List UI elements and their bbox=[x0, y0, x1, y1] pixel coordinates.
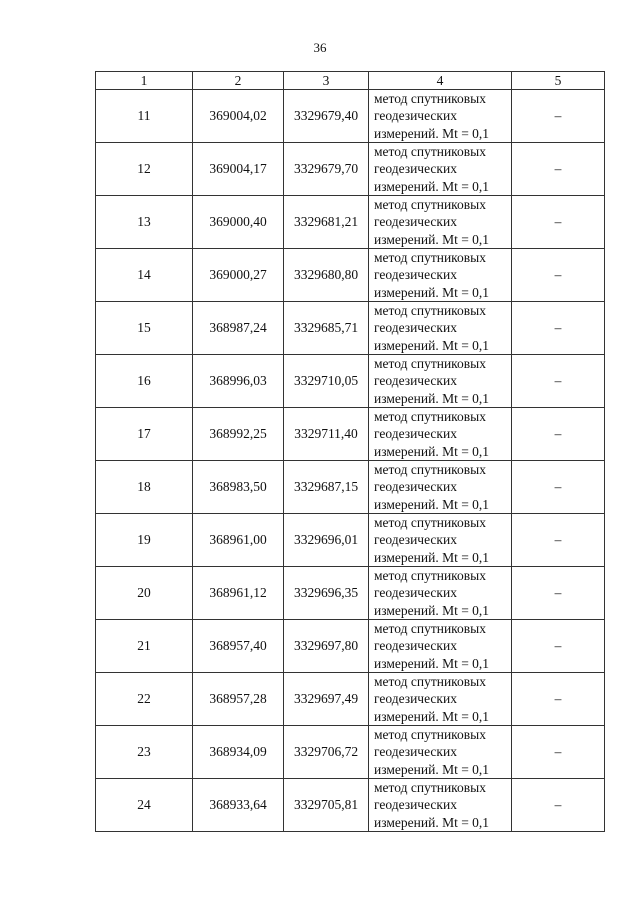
table-row bbox=[96, 143, 605, 196]
method-line-2: геодезических bbox=[374, 108, 457, 124]
method-line-2: геодезических bbox=[374, 691, 457, 707]
method-line-2: геодезических bbox=[374, 638, 457, 654]
table-row bbox=[96, 355, 605, 408]
point-number-cell: 17 bbox=[96, 408, 193, 461]
x-coordinate-cell: 369004,02 bbox=[193, 90, 284, 143]
method-line-3: измерений. Mt = 0,1 bbox=[374, 814, 490, 830]
note-cell: – bbox=[512, 461, 605, 514]
point-number-cell: 15 bbox=[96, 302, 193, 355]
method-cell bbox=[369, 726, 512, 779]
y-coordinate-cell: 3329705,81 bbox=[284, 779, 369, 832]
x-coordinate-cell: 368996,03 bbox=[193, 355, 284, 408]
note-cell: – bbox=[512, 408, 605, 461]
method-line-2: геодезических bbox=[374, 585, 457, 601]
note-cell: – bbox=[512, 355, 605, 408]
method-line-3: измерений. Mt = 0,1 bbox=[374, 178, 490, 194]
y-coordinate-cell: 3329681,21 bbox=[284, 196, 369, 249]
table-row bbox=[96, 620, 605, 673]
method-line-1: метод спутниковых bbox=[374, 515, 486, 531]
x-coordinate-cell: 368957,40 bbox=[193, 620, 284, 673]
method-cell bbox=[369, 461, 512, 514]
y-coordinate-cell: 3329696,35 bbox=[284, 567, 369, 620]
x-coordinate-cell: 368983,50 bbox=[193, 461, 284, 514]
method-line-1: метод спутниковых bbox=[374, 356, 486, 372]
column-header-3: 3 bbox=[284, 72, 369, 90]
table-row bbox=[96, 302, 605, 355]
column-header-1: 1 bbox=[96, 72, 193, 90]
method-line-3: измерений. Mt = 0,1 bbox=[374, 443, 490, 459]
note-cell: – bbox=[512, 726, 605, 779]
table-row bbox=[96, 514, 605, 567]
x-coordinate-cell: 368992,25 bbox=[193, 408, 284, 461]
method-line-2: геодезических bbox=[374, 214, 457, 230]
method-line-1: метод спутниковых bbox=[374, 568, 486, 584]
point-number-cell: 23 bbox=[96, 726, 193, 779]
point-number-cell: 22 bbox=[96, 673, 193, 726]
point-number-cell: 12 bbox=[96, 143, 193, 196]
method-cell bbox=[369, 196, 512, 249]
method-cell bbox=[369, 673, 512, 726]
point-number-cell: 14 bbox=[96, 249, 193, 302]
x-coordinate-cell: 368987,24 bbox=[193, 302, 284, 355]
method-line-3: измерений. Mt = 0,1 bbox=[374, 390, 490, 406]
point-number-cell: 21 bbox=[96, 620, 193, 673]
method-cell bbox=[369, 514, 512, 567]
method-line-3: измерений. Mt = 0,1 bbox=[374, 549, 490, 565]
method-line-2: геодезических bbox=[374, 744, 457, 760]
method-line-1: метод спутниковых bbox=[374, 621, 486, 637]
table-row bbox=[96, 461, 605, 514]
y-coordinate-cell: 3329685,71 bbox=[284, 302, 369, 355]
point-number-cell: 13 bbox=[96, 196, 193, 249]
y-coordinate-cell: 3329680,80 bbox=[284, 249, 369, 302]
point-number-cell: 18 bbox=[96, 461, 193, 514]
method-cell bbox=[369, 90, 512, 143]
y-coordinate-cell: 3329697,80 bbox=[284, 620, 369, 673]
method-line-1: метод спутниковых bbox=[374, 144, 486, 160]
note-cell: – bbox=[512, 249, 605, 302]
table-row bbox=[96, 196, 605, 249]
method-line-1: метод спутниковых bbox=[374, 674, 486, 690]
table-row bbox=[96, 249, 605, 302]
x-coordinate-cell: 368961,00 bbox=[193, 514, 284, 567]
method-line-1: метод спутниковых bbox=[374, 250, 486, 266]
method-line-2: геодезических bbox=[374, 267, 457, 283]
method-cell bbox=[369, 302, 512, 355]
method-line-3: измерений. Mt = 0,1 bbox=[374, 125, 490, 141]
method-cell bbox=[369, 620, 512, 673]
method-line-3: измерений. Mt = 0,1 bbox=[374, 337, 490, 353]
table-header-row bbox=[96, 72, 605, 90]
column-header-2: 2 bbox=[193, 72, 284, 90]
note-cell: – bbox=[512, 567, 605, 620]
y-coordinate-cell: 3329697,49 bbox=[284, 673, 369, 726]
note-cell: – bbox=[512, 779, 605, 832]
y-coordinate-cell: 3329679,70 bbox=[284, 143, 369, 196]
note-cell: – bbox=[512, 143, 605, 196]
method-line-2: геодезических bbox=[374, 532, 457, 548]
method-cell bbox=[369, 143, 512, 196]
method-line-3: измерений. Mt = 0,1 bbox=[374, 761, 490, 777]
point-number-cell: 20 bbox=[96, 567, 193, 620]
method-line-3: измерений. Mt = 0,1 bbox=[374, 655, 490, 671]
method-cell bbox=[369, 408, 512, 461]
method-cell bbox=[369, 779, 512, 832]
column-header-4: 4 bbox=[369, 72, 512, 90]
coordinates-table bbox=[95, 71, 605, 832]
method-line-2: геодезических bbox=[374, 479, 457, 495]
x-coordinate-cell: 368934,09 bbox=[193, 726, 284, 779]
method-line-3: измерений. Mt = 0,1 bbox=[374, 602, 490, 618]
y-coordinate-cell: 3329710,05 bbox=[284, 355, 369, 408]
method-line-3: измерений. Mt = 0,1 bbox=[374, 284, 490, 300]
table-row bbox=[96, 779, 605, 832]
point-number-cell: 16 bbox=[96, 355, 193, 408]
method-cell bbox=[369, 355, 512, 408]
point-number-cell: 19 bbox=[96, 514, 193, 567]
x-coordinate-cell: 369004,17 bbox=[193, 143, 284, 196]
y-coordinate-cell: 3329706,72 bbox=[284, 726, 369, 779]
method-line-2: геодезических bbox=[374, 797, 457, 813]
note-cell: – bbox=[512, 673, 605, 726]
note-cell: – bbox=[512, 196, 605, 249]
note-cell: – bbox=[512, 514, 605, 567]
method-line-3: измерений. Mt = 0,1 bbox=[374, 708, 490, 724]
method-line-1: метод спутниковых bbox=[374, 727, 486, 743]
x-coordinate-cell: 368961,12 bbox=[193, 567, 284, 620]
y-coordinate-cell: 3329696,01 bbox=[284, 514, 369, 567]
method-cell bbox=[369, 567, 512, 620]
method-line-3: измерений. Mt = 0,1 bbox=[374, 496, 490, 512]
point-number-cell: 11 bbox=[96, 90, 193, 143]
y-coordinate-cell: 3329687,15 bbox=[284, 461, 369, 514]
x-coordinate-cell: 368957,28 bbox=[193, 673, 284, 726]
table-row bbox=[96, 726, 605, 779]
note-cell: – bbox=[512, 90, 605, 143]
method-line-1: метод спутниковых bbox=[374, 780, 486, 796]
method-line-2: геодезических bbox=[374, 373, 457, 389]
method-line-2: геодезических bbox=[374, 320, 457, 336]
method-line-1: метод спутниковых bbox=[374, 409, 486, 425]
point-number-cell: 24 bbox=[96, 779, 193, 832]
table-row bbox=[96, 673, 605, 726]
method-line-1: метод спутниковых bbox=[374, 197, 486, 213]
x-coordinate-cell: 368933,64 bbox=[193, 779, 284, 832]
column-header-5: 5 bbox=[512, 72, 605, 90]
method-line-1: метод спутниковых bbox=[374, 303, 486, 319]
y-coordinate-cell: 3329711,40 bbox=[284, 408, 369, 461]
table-row bbox=[96, 567, 605, 620]
x-coordinate-cell: 369000,27 bbox=[193, 249, 284, 302]
note-cell: – bbox=[512, 620, 605, 673]
method-line-2: геодезических bbox=[374, 161, 457, 177]
table-row bbox=[96, 408, 605, 461]
y-coordinate-cell: 3329679,40 bbox=[284, 90, 369, 143]
note-cell: – bbox=[512, 302, 605, 355]
method-line-3: измерений. Mt = 0,1 bbox=[374, 231, 490, 247]
method-line-2: геодезических bbox=[374, 426, 457, 442]
method-line-1: метод спутниковых bbox=[374, 91, 486, 107]
method-cell bbox=[369, 249, 512, 302]
x-coordinate-cell: 369000,40 bbox=[193, 196, 284, 249]
method-line-1: метод спутниковых bbox=[374, 462, 486, 478]
page-number: 36 bbox=[313, 40, 327, 55]
table-row bbox=[96, 90, 605, 143]
